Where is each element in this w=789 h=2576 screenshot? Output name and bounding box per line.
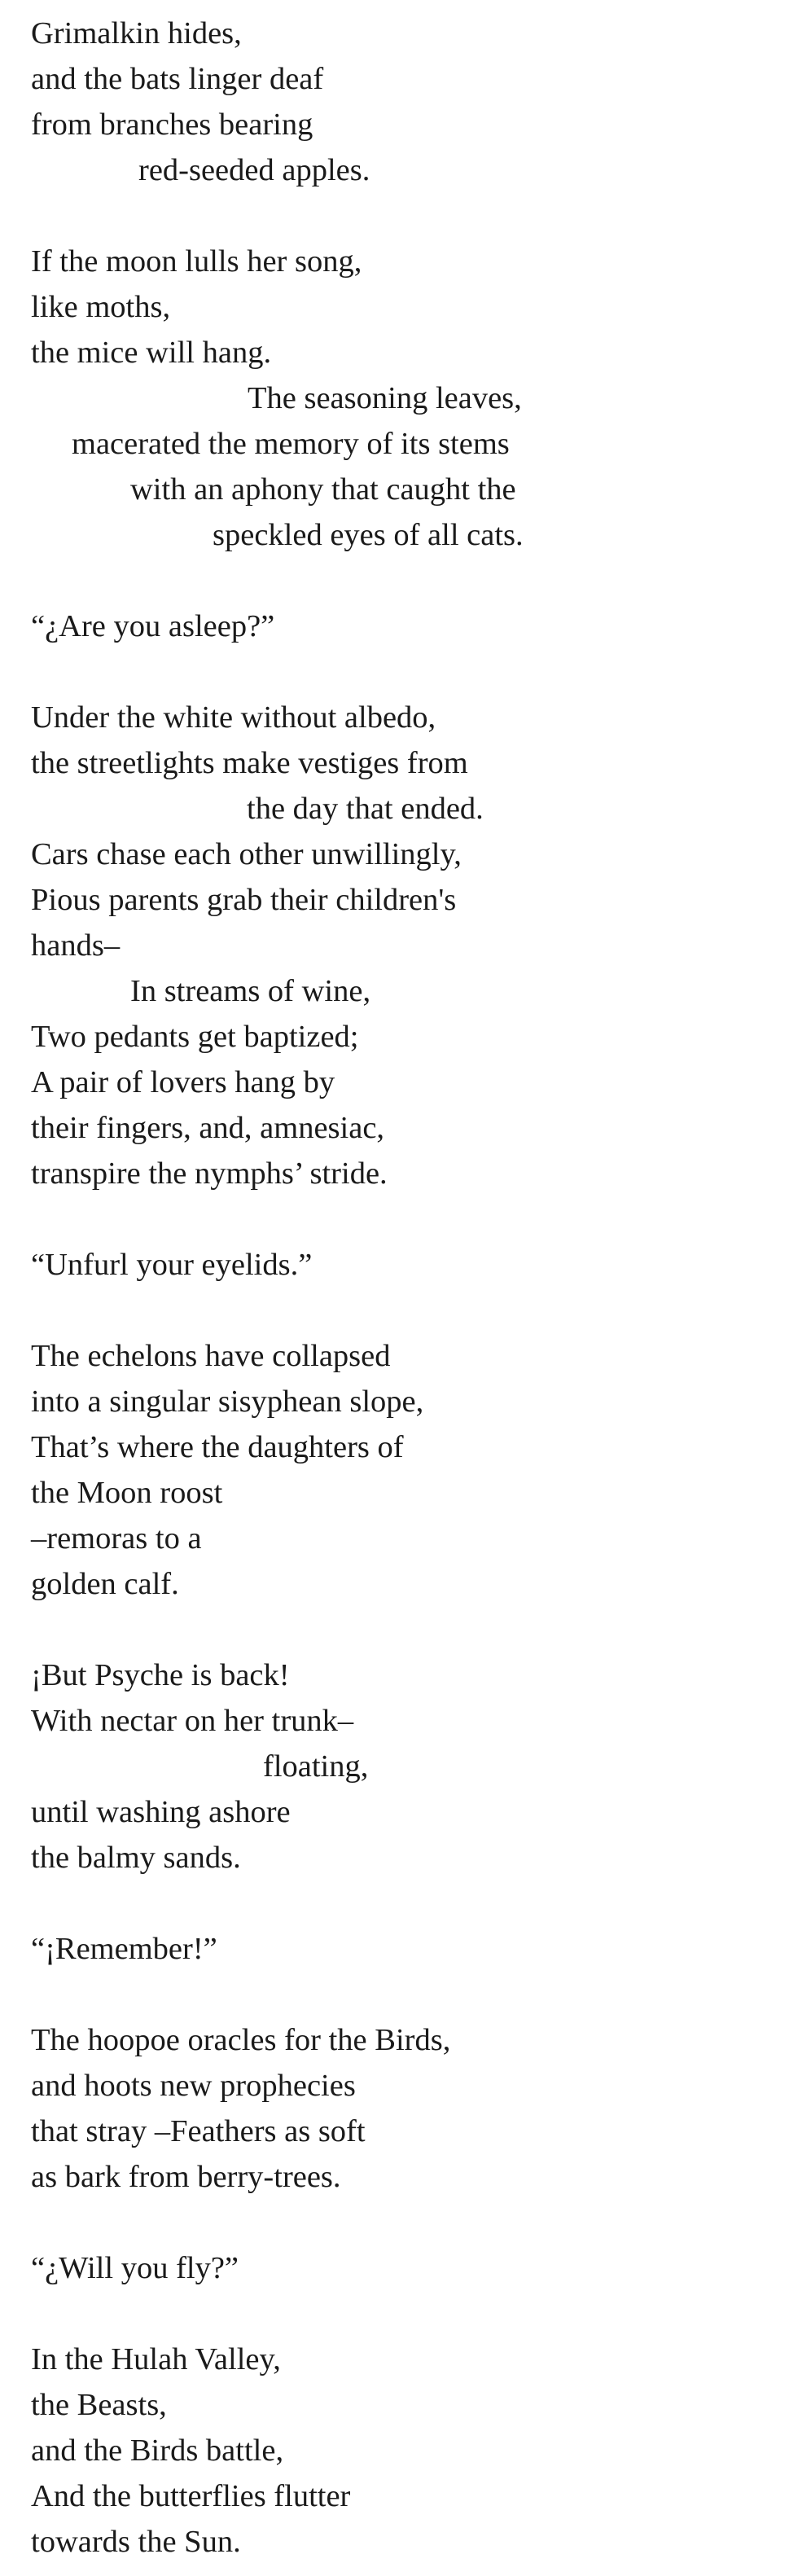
stanza-break [31, 649, 764, 695]
poem-line: In streams of wine, [130, 974, 371, 1008]
poem-line: In the Hulah Valley, [31, 2342, 281, 2376]
stanza-break [31, 1288, 764, 1333]
stanza-break [31, 558, 764, 603]
poem-line: transpire the nymphs’ stride. [31, 1156, 388, 1191]
poem [31, 11, 764, 2565]
poem-line: ¡But Psyche is back! [31, 1658, 290, 1692]
poem-line: the day that ended. [247, 792, 484, 826]
poem-line: Grimalkin hides, [31, 16, 242, 50]
poem-line: Under the white without albedo, [31, 700, 436, 735]
poem-line: That’s where the daughters of [31, 1430, 404, 1464]
poem-line: towards the Sun. [31, 2525, 241, 2559]
poem-line: from branches bearing [31, 108, 313, 142]
poem-line: “¿Will you fly?” [31, 2251, 239, 2285]
poem-line: like moths, [31, 290, 171, 324]
poem-line: The echelons have collapsed [31, 1339, 391, 1373]
poem-line: –remoras to a [31, 1521, 202, 1556]
poem-line: Pious parents grab their children's [31, 883, 457, 917]
poem-line: And the butterflies flutter [31, 2479, 351, 2513]
poem-line: golden calf. [31, 1567, 179, 1601]
poem-line: speckled eyes of all cats. [213, 518, 524, 552]
poem-line: into a singular sisyphean slope, [31, 1385, 424, 1419]
poem-line: A pair of lovers hang by [31, 1065, 335, 1099]
poem-line: Cars chase each other unwillingly, [31, 837, 462, 871]
poem-line: If the moon lulls her song, [31, 244, 362, 279]
poem-line: and the Birds battle, [31, 2433, 284, 2468]
stanza-break [31, 1972, 764, 2017]
poem-line: the Beasts, [31, 2388, 167, 2422]
poem-line: their fingers, and, amnesiac, [31, 1111, 385, 1145]
poem-line: hands– [31, 928, 121, 963]
poem-line: The seasoning leaves, [248, 381, 522, 415]
stanza-break [31, 1607, 764, 1652]
poem-line: the balmy sands. [31, 1841, 241, 1875]
poem-line: With nectar on her trunk– [31, 1704, 354, 1738]
stanza-break [31, 2200, 764, 2245]
poem-line: macerated the memory of its stems [72, 427, 510, 461]
poem-line: floating, [263, 1749, 369, 1784]
poem-line: and the bats linger deaf [31, 62, 324, 96]
poem-line: red-seeded apples. [138, 153, 370, 187]
poem-line: and hoots new prophecies [31, 2069, 356, 2103]
poem-line: Two pedants get baptized; [31, 1020, 359, 1054]
poem-line: as bark from berry-trees. [31, 2160, 341, 2194]
stanza-break [31, 1196, 764, 1242]
poem-line: the Moon roost [31, 1476, 223, 1510]
stanza-break [31, 2291, 764, 2337]
poem-line: “Unfurl your eyelids.” [31, 1248, 313, 1282]
poem-line: that stray –Feathers as soft [31, 2114, 366, 2148]
poem-line: with an aphony that caught the [130, 472, 516, 507]
poem-line: the mice will hang. [31, 336, 272, 370]
poem-line: the streetlights make vestiges from [31, 746, 468, 780]
stanza-break [31, 193, 764, 239]
poem-line: “¡Remember!” [31, 1932, 217, 1966]
poem-line: The hoopoe oracles for the Birds, [31, 2023, 451, 2057]
stanza-break [31, 1880, 764, 1926]
poem-line: “¿Are you asleep?” [31, 609, 275, 643]
poem-line: until washing ashore [31, 1795, 291, 1829]
